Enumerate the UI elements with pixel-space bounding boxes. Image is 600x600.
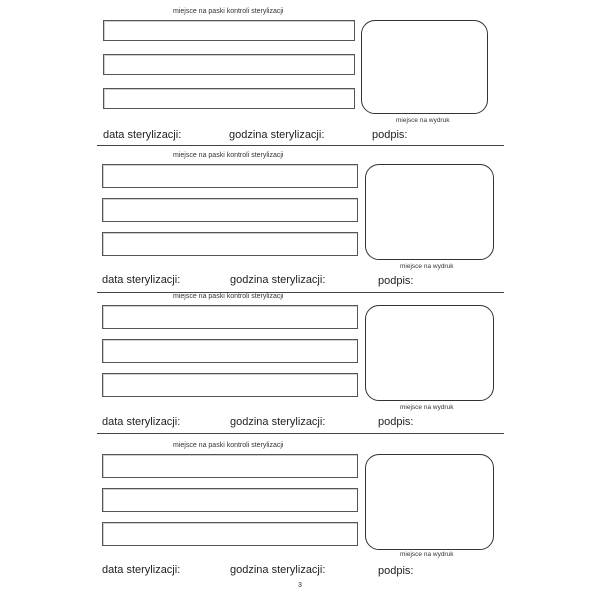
printout-box [365, 305, 494, 401]
time-label: godzina sterylizacji: [230, 416, 326, 428]
control-strip-slot [102, 164, 358, 188]
time-label: godzina sterylizacji: [229, 129, 325, 141]
sterilization-record-1 [0, 8, 600, 158]
time-label: godzina sterylizacji: [230, 564, 326, 576]
control-strip-slot [103, 20, 355, 41]
section-divider [97, 145, 504, 146]
signature-label: podpis: [378, 275, 414, 287]
strip-area-label: miejsce na paski kontroli sterylizacji [173, 8, 284, 15]
section-divider [97, 433, 504, 434]
control-strip-slot [102, 339, 358, 363]
page-number: 3 [298, 582, 302, 589]
printout-box [365, 454, 494, 550]
control-strip-slot [102, 488, 358, 512]
control-strip-slot [102, 305, 358, 329]
sterilization-record-3 [0, 293, 600, 443]
signature-label: podpis: [378, 416, 414, 428]
signature-label: podpis: [378, 565, 414, 577]
time-label: godzina sterylizacji: [230, 274, 326, 286]
strip-area-label: miejsce na paski kontroli sterylizacji [173, 293, 284, 300]
sterilization-record-2 [0, 152, 600, 302]
control-strip-slot [103, 54, 355, 75]
date-label: data sterylizacji: [102, 416, 181, 428]
control-strip-slot [102, 373, 358, 397]
strip-area-label: miejsce na paski kontroli sterylizacji [173, 442, 284, 449]
printout-area-label: miejsce na wydruk [400, 263, 454, 270]
printout-box [361, 20, 488, 114]
signature-label: podpis: [372, 129, 408, 141]
control-strip-slot [102, 522, 358, 546]
date-label: data sterylizacji: [102, 274, 181, 286]
control-strip-slot [102, 198, 358, 222]
control-strip-slot [102, 454, 358, 478]
control-strip-slot [103, 88, 355, 109]
printout-box [365, 164, 494, 260]
date-label: data sterylizacji: [103, 129, 182, 141]
control-strip-slot [102, 232, 358, 256]
printout-area-label: miejsce na wydruk [396, 117, 450, 124]
printout-area-label: miejsce na wydruk [400, 551, 454, 558]
sterilization-record-4 [0, 442, 600, 592]
date-label: data sterylizacji: [102, 564, 181, 576]
printout-area-label: miejsce na wydruk [400, 404, 454, 411]
strip-area-label: miejsce na paski kontroli sterylizacji [173, 152, 284, 159]
